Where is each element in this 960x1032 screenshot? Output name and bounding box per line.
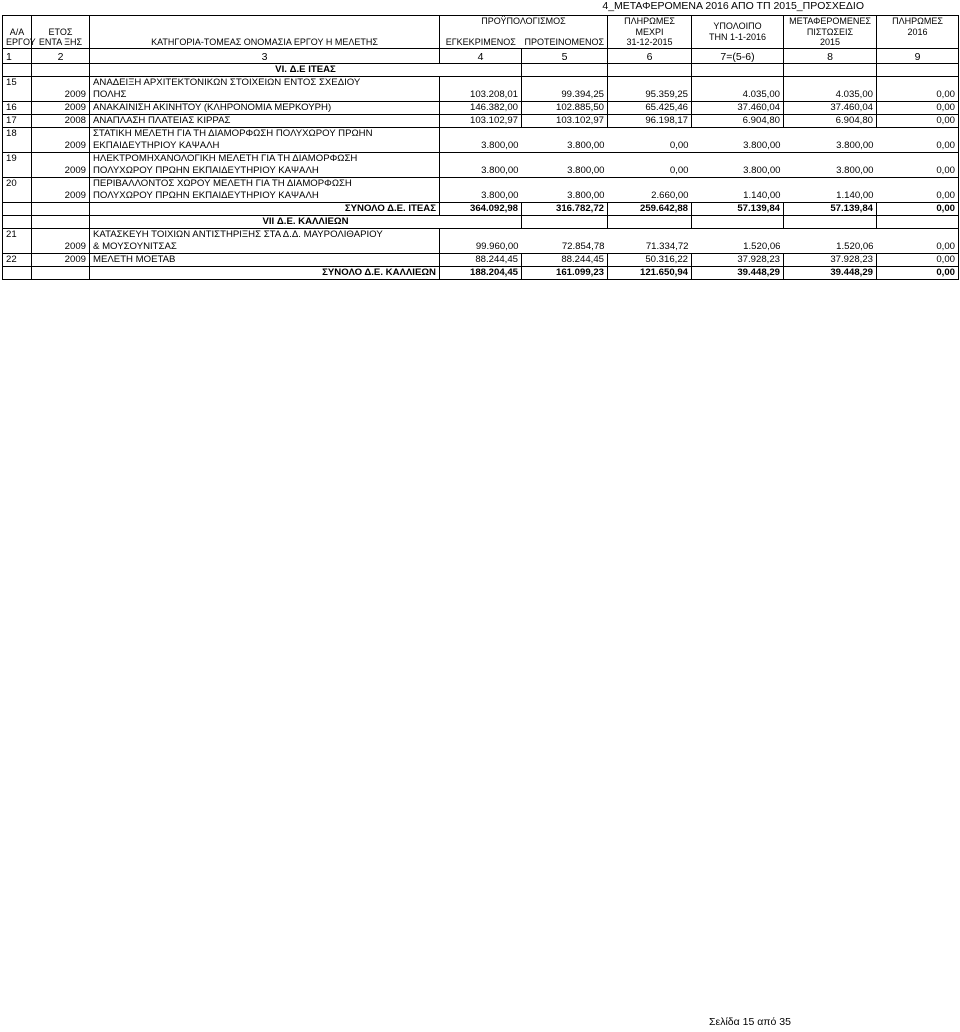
row-aa: 20 <box>3 177 32 202</box>
cell-paid: 0,00 <box>608 165 692 178</box>
row-aa: 21 <box>3 228 32 253</box>
section-title: VI. Δ.Ε ΙΤΕΑΣ <box>90 63 522 76</box>
cell-transferred: 1.140,00 <box>784 190 877 203</box>
header-category: ΚΑΤΗΓΟΡΙΑ-ΤΟΜΕΑΣ ΟΝΟΜΑΣΙΑ ΕΡΓΟΥ Η ΜΕΛΕΤΗΣ <box>90 16 440 49</box>
section-heading-row <box>3 63 959 76</box>
total-remaining: 39.448,29 <box>692 266 784 279</box>
index-row <box>3 48 959 63</box>
cell-paid: 0,00 <box>608 140 692 153</box>
cell-proposed: 102.885,50 <box>522 101 608 114</box>
row-year: 2009 <box>32 101 90 114</box>
table-row <box>3 228 959 241</box>
table-row-values <box>3 241 959 254</box>
total-row <box>3 266 959 279</box>
cell-paid: 71.334,72 <box>608 241 692 254</box>
row-year: 2009 <box>32 190 90 203</box>
cell-approved: 103.102,97 <box>440 114 522 127</box>
table-row <box>3 253 959 266</box>
total-approved: 364.092,98 <box>440 202 522 215</box>
row-aa: 17 <box>3 114 32 127</box>
cell-proposed: 3.800,00 <box>522 140 608 153</box>
index-cell: 6 <box>608 48 692 63</box>
cell-paid: 50.316,22 <box>608 253 692 266</box>
cell-transferred: 37.928,23 <box>784 253 877 266</box>
cell-approved: 3.800,00 <box>440 190 522 203</box>
row-name-line2: ΑΝΑΚΑΙΝΙΣΗ ΑΚΙΝΗΤΟΥ (ΚΛΗΡΟΝΟΜΙΑ ΜΕΡΚΟΥΡΗ) <box>90 101 440 114</box>
total-proposed: 316.782,72 <box>522 202 608 215</box>
section-heading-row <box>3 215 959 228</box>
document-title: 4_ΜΕΤΑΦΕΡΟΜΕΝΑ 2016 ΑΠΟ ΤΠ 2015_ΠΡΟΣΧΕΔΙΟ <box>602 0 864 12</box>
table-row <box>3 127 959 140</box>
cell-transferred: 1.520,06 <box>784 241 877 254</box>
header-approved: ΕΓΚΕΚΡΙΜΕΝΟΣ <box>440 27 522 49</box>
index-cell: 7=(5-6) <box>692 48 784 63</box>
header-proposed: ΠΡΟΤΕΙΝΟΜΕΝΟΣ <box>524 37 605 47</box>
row-year: 2009 <box>32 165 90 178</box>
row-name-line1: ΚΑΤΑΣΚΕΥΗ ΤΟΙΧΙΩΝ ΑΝΤΙΣΤΗΡΙΞΗΣ ΣΤΑ Δ.Δ. ΜΑΥΡΟΛΙΘΑΡΙΟΥ <box>90 228 440 241</box>
total-row <box>3 202 959 215</box>
total-paid: 121.650,94 <box>608 266 692 279</box>
table-row <box>3 152 959 165</box>
cell-remaining: 1.520,06 <box>692 241 784 254</box>
row-aa: 16 <box>3 101 32 114</box>
cell-payments-2016: 0,00 <box>877 89 959 102</box>
table-row-values <box>3 140 959 153</box>
row-name-line2: ΠΟΛΥΧΩΡΟΥ ΠΡΩΗΝ ΕΚΠΑΙΔΕΥΤΗΡΙΟΥ ΚΑΨΑΛΗ <box>90 165 440 178</box>
cell-paid: 95.359,25 <box>608 89 692 102</box>
budget-table <box>2 15 959 280</box>
cell-approved: 146.382,00 <box>440 101 522 114</box>
cell-proposed: 103.102,97 <box>522 114 608 127</box>
index-cell: 2 <box>32 48 90 63</box>
total-transferred: 39.448,29 <box>784 266 877 279</box>
cell-remaining: 1.140,00 <box>692 190 784 203</box>
cell-payments-2016: 0,00 <box>877 241 959 254</box>
index-cell: 3 <box>90 48 440 63</box>
row-aa: 22 <box>3 253 32 266</box>
row-name-line1: ΣΤΑΤΙΚΗ ΜΕΛΕΤΗ ΓΙΑ ΤΗ ΔΙΑΜΟΡΦΩΣΗ ΠΟΛΥΧΩΡΟΥ ΠΡΩΗΝ <box>90 127 440 140</box>
cell-remaining: 37.460,04 <box>692 101 784 114</box>
cell-proposed: 88.244,45 <box>522 253 608 266</box>
cell-remaining: 3.800,00 <box>692 140 784 153</box>
cell-remaining: 6.904,80 <box>692 114 784 127</box>
cell-transferred: 4.035,00 <box>784 89 877 102</box>
row-name-line2: ΑΝΑΠΛΑΣΗ ΠΛΑΤΕΙΑΣ ΚΙΡΡΑΣ <box>90 114 440 127</box>
table-header <box>3 16 959 49</box>
cell-paid: 2.660,00 <box>608 190 692 203</box>
total-transferred: 57.139,84 <box>784 202 877 215</box>
row-name-line2: & ΜΟΥΣΟΥΝΙΤΣΑΣ <box>90 241 440 254</box>
cell-remaining: 3.800,00 <box>692 165 784 178</box>
cell-approved: 88.244,45 <box>440 253 522 266</box>
index-cell: 1 <box>3 48 32 63</box>
header-year: ΕΤΟΣ ΕΝΤΑ ΞΗΣ <box>32 16 90 49</box>
page-number: Σελίδα 15 από 35 <box>709 1016 791 1028</box>
total-proposed: 161.099,23 <box>522 266 608 279</box>
index-cell: 4 <box>440 48 522 63</box>
table-row <box>3 76 959 89</box>
cell-proposed: 3.800,00 <box>522 190 608 203</box>
header-aa: Α/Α ΕΡΓΟΥ <box>3 16 32 49</box>
cell-transferred: 6.904,80 <box>784 114 877 127</box>
header-budget: ΠΡΟΫΠΟΛΟΓΙΣΜΟΣ <box>440 16 608 27</box>
total-label: ΣΥΝΟΛΟ Δ.Ε. ΙΤΕΑΣ <box>90 202 440 215</box>
cell-proposed: 99.394,25 <box>522 89 608 102</box>
table-row-values <box>3 89 959 102</box>
cell-payments-2016: 0,00 <box>877 140 959 153</box>
row-year: 2009 <box>32 241 90 254</box>
cell-transferred: 37.460,04 <box>784 101 877 114</box>
cell-payments-2016: 0,00 <box>877 253 959 266</box>
table-row-values <box>3 165 959 178</box>
row-year: 2008 <box>32 114 90 127</box>
index-cell: 5 <box>522 48 608 63</box>
header-payments-2016: ΠΛΗΡΩΜΕΣ 2016 <box>877 16 959 49</box>
cell-payments-2016: 0,00 <box>877 190 959 203</box>
cell-remaining: 4.035,00 <box>692 89 784 102</box>
row-name-line2: ΜΕΛΕΤΗ ΜΟΕΤΑΒ <box>90 253 440 266</box>
row-name-line1: ΑΝΑΔΕΙΞΗ ΑΡΧΙΤΕΚΤΟΝΙΚΩΝ ΣΤΟΙΧΕΙΩΝ ΕΝΤΟΣ ΣΧΕΔΙΟΥ <box>90 76 440 89</box>
total-label: ΣΥΝΟΛΟ Δ.Ε. ΚΑΛΛΙΕΩΝ <box>90 266 440 279</box>
header-paid-until: ΠΛΗΡΩΜΕΣ ΜΕΧΡΙ 31-12-2015 <box>608 16 692 49</box>
total-payments-2016: 0,00 <box>877 266 959 279</box>
cell-approved: 103.208,01 <box>440 89 522 102</box>
table-row <box>3 101 959 114</box>
row-name-line1: ΠΕΡΙΒΑΛΛΟΝΤΟΣ ΧΩΡΟΥ ΜΕΛΕΤΗ ΓΙΑ ΤΗ ΔΙΑΜΟΡΦΩΣΗ <box>90 177 440 190</box>
row-name-line2: ΕΚΠΑΙΔΕΥΤΗΡΙΟΥ ΚΑΨΑΛΗ <box>90 140 440 153</box>
row-year: 2009 <box>32 253 90 266</box>
cell-payments-2016: 0,00 <box>877 101 959 114</box>
header-transferred: ΜΕΤΑΦΕΡΟΜΕΝΕΣ ΠΙΣΤΩΣΕΙΣ 2015 <box>784 16 877 49</box>
cell-payments-2016: 0,00 <box>877 114 959 127</box>
header-remaining: ΥΠΟΛΟΙΠΟ ΤΗΝ 1-1-2016 <box>692 16 784 49</box>
cell-paid: 96.198,17 <box>608 114 692 127</box>
index-cell: 9 <box>877 48 959 63</box>
cell-transferred: 3.800,00 <box>784 165 877 178</box>
cell-proposed: 72.854,78 <box>522 241 608 254</box>
cell-transferred: 3.800,00 <box>784 140 877 153</box>
cell-payments-2016: 0,00 <box>877 165 959 178</box>
cell-approved: 99.960,00 <box>440 241 522 254</box>
row-year: 2009 <box>32 89 90 102</box>
cell-approved: 3.800,00 <box>440 140 522 153</box>
row-aa: 15 <box>3 76 32 101</box>
table-row-values <box>3 190 959 203</box>
index-cell: 8 <box>784 48 877 63</box>
total-payments-2016: 0,00 <box>877 202 959 215</box>
total-paid: 259.642,88 <box>608 202 692 215</box>
section-title: VII Δ.Ε. ΚΑΛΛΙΕΩΝ <box>90 215 522 228</box>
row-aa: 19 <box>3 152 32 177</box>
row-name-line1: ΗΛΕΚΤΡΟΜΗΧΑΝΟΛΟΓΙΚΗ ΜΕΛΕΤΗ ΓΙΑ ΤΗ ΔΙΑΜΟΡΦΩΣΗ <box>90 152 440 165</box>
cell-proposed: 3.800,00 <box>522 165 608 178</box>
table-row <box>3 114 959 127</box>
row-name-line2: ΠΟΛΗΣ <box>90 89 440 102</box>
total-approved: 188.204,45 <box>440 266 522 279</box>
cell-remaining: 37.928,23 <box>692 253 784 266</box>
cell-paid: 65.425,46 <box>608 101 692 114</box>
row-aa: 18 <box>3 127 32 152</box>
row-name-line2: ΠΟΛΥΧΩΡΟΥ ΠΡΩΗΝ ΕΚΠΑΙΔΕΥΤΗΡΙΟΥ ΚΑΨΑΛΗ <box>90 190 440 203</box>
cell-approved: 3.800,00 <box>440 165 522 178</box>
total-remaining: 57.139,84 <box>692 202 784 215</box>
table-row <box>3 177 959 190</box>
row-year: 2009 <box>32 140 90 153</box>
